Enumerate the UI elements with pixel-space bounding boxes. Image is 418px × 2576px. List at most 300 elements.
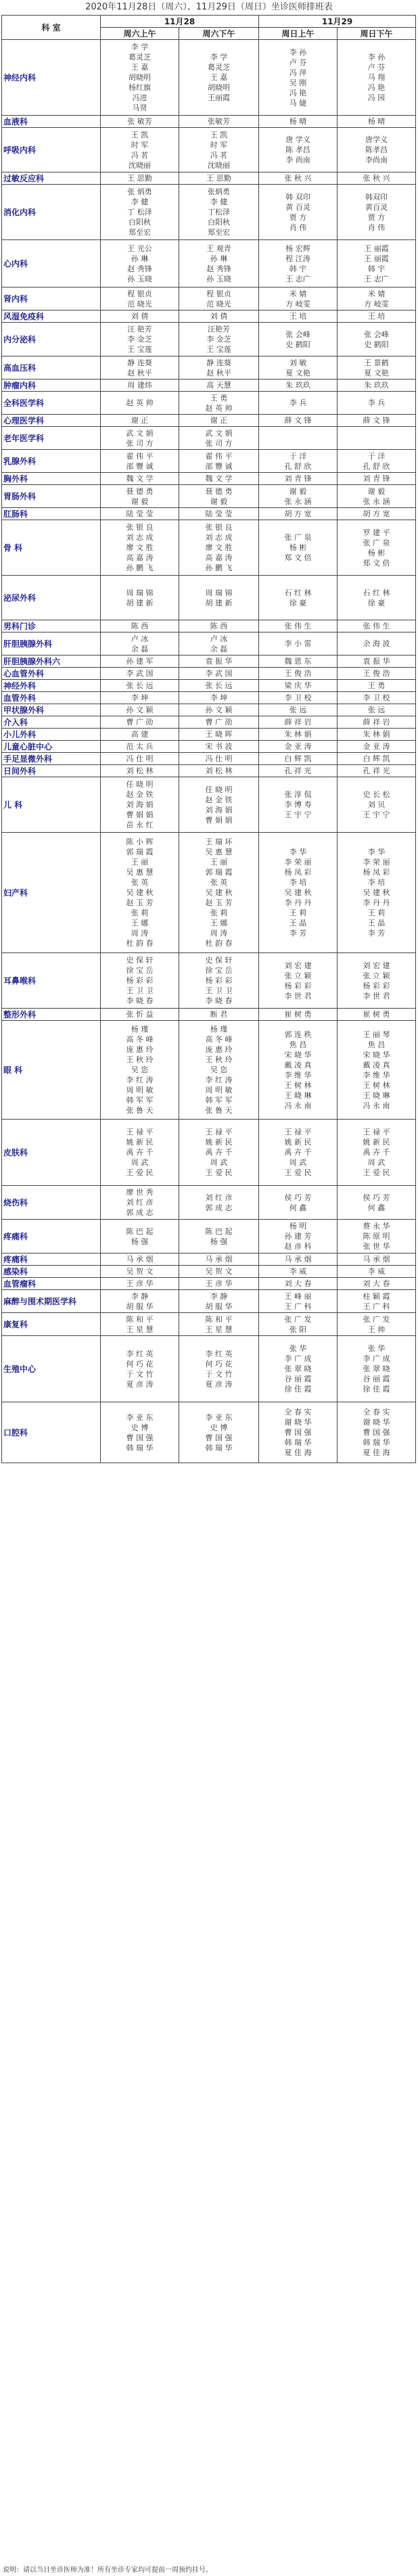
sun-pm-doctors: [338, 172, 416, 185]
doctor-name: 孙 琳: [210, 254, 228, 263]
doctor-name: 高 建: [131, 730, 149, 739]
doctor-name: 李 兵: [289, 398, 307, 407]
sun-pm-doctors: [338, 1290, 416, 1313]
doctor-name: 杨 彩 彩: [126, 976, 154, 985]
doctor-name: 刘 宏 建: [363, 961, 390, 970]
department-name: 肿瘤内科: [2, 380, 101, 392]
doctor-name: 李 博 寿: [284, 800, 312, 809]
doctor-name: 李 静: [210, 1291, 228, 1301]
doctor-name: 全 春 实: [284, 1408, 312, 1417]
doctor-name: 史 鹤阳: [285, 340, 310, 349]
doctor-name: 郑至宏: [129, 228, 151, 237]
sat-am-doctors: [101, 833, 179, 953]
doctor-name: 王 禄 平: [205, 1128, 233, 1136]
doctor-name: 王 秋 玲: [205, 1055, 233, 1064]
doctor-name: 赵 玉 芳: [126, 898, 154, 907]
schedule-row: [2, 680, 416, 692]
doctor-name: 张 鲁 天: [126, 1106, 154, 1115]
doctor-name: 姚 新 民: [363, 1138, 390, 1147]
doctor-name: 王 景鹤: [364, 358, 389, 367]
sat-am-doctors: [101, 1290, 179, 1313]
doctor-name: 廖 文 胜: [126, 543, 154, 552]
doctor-name: 王 宇 宁: [363, 810, 390, 819]
department-name: 麻醉与围术期医学科: [2, 1290, 101, 1313]
schedule-row: [2, 741, 416, 753]
sat-am-header: 周六上午: [101, 28, 179, 40]
doctor-name: 徐 豪: [367, 598, 386, 607]
doctor-name: 王 彦 华: [205, 1279, 233, 1288]
doctor-name: 武 文 娟: [205, 428, 233, 438]
doctor-name: 张 伟 生: [363, 622, 390, 630]
doctor-name: 杨 瑾: [210, 1025, 228, 1034]
department-name: 胸外科: [2, 473, 101, 485]
doctor-name: 李 孙: [367, 53, 386, 62]
doctor-name: 冯 永 南: [284, 1101, 312, 1110]
sat-am-doctors: [101, 450, 179, 473]
schedule-row: [2, 1120, 416, 1186]
doctor-name: 张 永 涵: [363, 497, 390, 506]
doctor-name: 陈 和 平: [205, 1314, 233, 1324]
doctor-name: 李 亚 东: [205, 1412, 233, 1422]
doctor-name: 王 峰 丽: [284, 1291, 312, 1301]
doctor-name: 谢 正: [210, 416, 228, 425]
doctor-name: 杨 凤 彩: [284, 868, 312, 877]
doctor-name: 卢 冰: [131, 634, 149, 643]
doctor-name: 王 树 林: [284, 1080, 312, 1090]
doctor-name: 赵 秋平: [127, 368, 152, 377]
doctor-name: 王 瑞 环: [205, 837, 233, 846]
doctor-name: 赵 金 铁: [126, 790, 154, 799]
schedule-row: [2, 128, 416, 172]
doctor-name: 冯 艳: [289, 88, 307, 97]
doctor-name: 薛 祥 岩: [363, 718, 390, 727]
sun-am-doctors: [259, 450, 338, 473]
doctor-name: 刘 贝: [367, 800, 386, 809]
doctor-name: 夏 佳 海: [363, 1448, 390, 1457]
doctor-name: 侯 巧 芳: [284, 1193, 312, 1202]
sat-am-doctors: [101, 765, 179, 777]
doctor-name: 谷 丽 霞: [284, 1375, 312, 1383]
department-name: 血管瘤科: [2, 1278, 101, 1290]
doctor-name: 王 帅: [367, 1325, 386, 1334]
doctor-name: 武 文 娟: [126, 428, 154, 438]
department-name: 内分泌科: [2, 323, 101, 356]
doctor-name: 刘 宏 建: [284, 961, 312, 970]
doctor-name: 白阳秋: [208, 218, 231, 227]
department-name: 生殖中心: [2, 1336, 101, 1402]
sun-am-doctors: [259, 1290, 338, 1313]
department-name: 耳鼻喉科: [2, 953, 101, 1009]
doctor-name: 张 莉: [131, 908, 149, 917]
schedule-row: [2, 40, 416, 116]
doctor-name: 周 武: [210, 1158, 228, 1167]
doctor-name: 杨红旗: [129, 83, 151, 92]
doctor-name: 胡 服 华: [205, 1302, 233, 1311]
doctor-name: 米 婧: [289, 289, 307, 298]
doctor-name: 刘 志 成: [126, 533, 154, 542]
sat-pm-doctors: [179, 172, 259, 185]
sun-am-doctors: [259, 415, 338, 427]
schedule-row: [2, 777, 416, 833]
sun-am-doctors: [259, 392, 338, 415]
doctor-name: 韩 双印: [285, 192, 310, 202]
doctor-name: 徐 豪: [289, 598, 307, 607]
doctor-name: 廖 文 胜: [205, 543, 233, 552]
doctor-name: 姚 新 民: [205, 1138, 233, 1147]
doctor-name: 薛 文 锋: [363, 416, 390, 425]
doctor-name: 郭 连 秩: [284, 1030, 312, 1039]
sun-pm-doctors: [338, 415, 416, 427]
department-name: 呼吸内科: [2, 128, 101, 172]
sun-am-doctors: [259, 128, 338, 172]
department-name: 肝胆胰腺外科六: [2, 656, 101, 668]
doctor-name: 吴 惠 慧: [205, 848, 233, 856]
doctor-name: 谢 毅: [367, 486, 386, 496]
doctor-name: 王 禄 平: [284, 1128, 312, 1136]
doctor-name: 何 鑫: [367, 1203, 386, 1212]
doctor-name: 王 丽霞: [364, 244, 389, 253]
doctor-name: 袁 振 华: [363, 657, 390, 666]
schedule-row: [2, 704, 416, 716]
department-name: 眼 科: [2, 1021, 101, 1120]
sun-pm-doctors: [338, 1254, 416, 1266]
doctor-name: 时 军: [131, 140, 149, 150]
doctor-name: 魏 文 学: [126, 474, 154, 483]
sun-pm-doctors: [338, 1021, 416, 1120]
doctor-name: 王 志广: [364, 274, 389, 283]
schedule-row: [2, 427, 416, 450]
sun-pm-doctors: [338, 632, 416, 656]
doctor-name: 张 翠 晓: [363, 1364, 390, 1373]
doctor-name: 郭 瑞 霞: [205, 868, 233, 877]
doctor-name: 周 涛: [131, 929, 149, 938]
sat-pm-doctors: [179, 953, 259, 1009]
doctor-name: 陈 原 明: [363, 1232, 390, 1241]
doctor-name: 李 威: [289, 1267, 307, 1276]
department-name: 心理医学科: [2, 415, 101, 427]
doctor-name: 王 树 林: [363, 1080, 390, 1090]
dept-header: 科 室: [2, 16, 101, 40]
doctor-name: 刘 海 娟: [205, 805, 233, 814]
department-name: 儿童心脏中心: [2, 741, 101, 753]
doctor-name: 赵 英 帅: [126, 398, 154, 407]
doctor-name: 冯 永 南: [363, 1101, 390, 1110]
doctor-name: 郭 瑞 霞: [126, 848, 154, 856]
doctor-name: 焦 昌: [289, 1040, 307, 1049]
sat-am-doctors: [101, 473, 179, 485]
sun-am-doctors: [259, 833, 338, 953]
schedule-row: [2, 240, 416, 288]
sun-pm-doctors: [338, 240, 416, 288]
sun-am-doctors: [259, 356, 338, 380]
sat-am-doctors: [101, 427, 179, 450]
doctor-name: 张 华: [367, 1344, 386, 1353]
doctor-name: 陈孝昌: [365, 145, 388, 154]
doctor-name: 卢 芬: [289, 58, 307, 67]
sun-am-doctors: [259, 716, 338, 729]
doctor-name: 张 司 方: [205, 438, 233, 448]
sun-am-doctors: [259, 508, 338, 520]
doctor-name: 孔 舒 欣: [363, 461, 390, 471]
doctor-name: 王 嘉: [131, 63, 149, 72]
sat-pm-doctors: [179, 40, 259, 116]
sat-pm-doctors: [179, 473, 259, 485]
sun-am-doctors: [259, 656, 338, 668]
sun-am-doctors: [259, 765, 338, 777]
sat-am-doctors: [101, 1313, 179, 1336]
doctor-name: 杜 韵 春: [205, 939, 233, 948]
schedule-row: [2, 288, 416, 310]
doctor-name: 孙 建 军: [126, 657, 154, 666]
doctor-name: 王 俊 浩: [284, 669, 312, 678]
doctor-name: 马 承 烟: [126, 1255, 154, 1264]
sat-pm-doctors: [179, 1120, 259, 1186]
page-title: 2020年11月28日（周六）、11月29日（周日）坐诊医师排班表: [85, 2, 333, 12]
doctor-name: 李 世 君: [284, 991, 312, 1001]
doctor-name: 于 洋: [289, 451, 307, 461]
doctor-name: 翟 伟 平: [205, 451, 233, 461]
doctor-name: 郑 文 倍: [363, 558, 390, 568]
doctor-name: 范 太 兵: [126, 742, 154, 751]
sat-pm-header: 周六下午: [179, 28, 259, 40]
doctor-name: 任 晓 明: [205, 785, 233, 794]
doctor-name: 李 维 华: [363, 1070, 390, 1080]
doctor-name: 李 学: [210, 53, 228, 62]
sun-am-doctors: [259, 729, 338, 741]
schedule-row: [2, 450, 416, 473]
sat-am-doctors: [101, 692, 179, 704]
department-name: 神经内科: [2, 40, 101, 116]
sat-pm-doctors: [179, 1266, 259, 1278]
doctor-name: 李 华: [289, 848, 307, 856]
sun-pm-doctors: [338, 680, 416, 692]
sun-am-doctors: [259, 427, 338, 450]
sun-pm-doctors: [338, 729, 416, 741]
doctor-name: 徐 宝 岳: [205, 966, 233, 975]
schedule-row: [2, 1186, 416, 1220]
department-name: 神经外科: [2, 680, 101, 692]
doctor-name: 孔 舒 欣: [284, 461, 312, 471]
doctor-name: 陈 西: [210, 622, 228, 630]
doctor-name: 谢 晓 华: [363, 1418, 390, 1427]
schedule-row: [2, 1009, 416, 1021]
sun-am-doctors: [259, 380, 338, 392]
doctor-name: 张 华: [289, 1344, 307, 1353]
sun-pm-doctors: [338, 716, 416, 729]
sat-am-doctors: [101, 116, 179, 128]
doctor-name: 马贤: [132, 104, 147, 112]
doctor-name: 曹 国 强: [284, 1428, 312, 1437]
sat-pm-doctors: [179, 128, 259, 172]
sat-pm-doctors: [179, 1290, 259, 1313]
doctor-name: 王 思勤: [206, 174, 231, 183]
schedule-row: [2, 1336, 416, 1402]
doctor-name: 黄 百灵: [285, 202, 310, 212]
sat-pm-doctors: [179, 680, 259, 692]
sun-pm-doctors: [338, 1402, 416, 1463]
doctor-name: 杨 彩 彩: [205, 976, 233, 985]
schedule-row: [2, 656, 416, 668]
doctor-name: 马 承 烟: [363, 1255, 390, 1264]
sun-pm-doctors: [338, 1266, 416, 1278]
doctor-name: 张 远: [289, 706, 307, 714]
sat-pm-doctors: [179, 1220, 259, 1254]
doctor-name: 吴 建 秋: [205, 888, 233, 897]
schedule-row: [2, 833, 416, 953]
department-name: 疼痛科: [2, 1220, 101, 1254]
doctor-name: 张 永 涵: [284, 497, 312, 506]
doctor-name: 吴 惠 慧: [126, 868, 154, 877]
doctor-name: 王 勇: [210, 393, 228, 402]
department-name: 甲状腺外科: [2, 704, 101, 716]
doctor-name: 张 广 发: [284, 1314, 312, 1324]
doctor-name: 杨 凤 彩: [363, 868, 390, 877]
sat-pm-doctors: [179, 753, 259, 765]
doctor-name: 苗 永 红: [126, 821, 154, 829]
doctor-name: 李 学: [131, 43, 149, 51]
doctor-name: 胡晓明: [208, 83, 231, 92]
schedule-row: [2, 1254, 416, 1266]
department-name: 肾内科: [2, 288, 101, 310]
doctor-name: 张 敏芳: [127, 117, 152, 126]
doctor-name: 王 爱 民: [126, 1168, 154, 1177]
schedule-row: [2, 729, 416, 741]
department-name: 手足显微外科: [2, 753, 101, 765]
doctor-name: 石 红 林: [363, 588, 390, 597]
sat-pm-doctors: [179, 356, 259, 380]
doctor-name: 李 孙: [289, 47, 307, 57]
doctor-name: 王 彦 华: [126, 1279, 154, 1288]
sat-pm-doctors: [179, 1336, 259, 1402]
doctor-name: 金 亚 涛: [284, 742, 312, 751]
sun-am-doctors: [259, 323, 338, 356]
doctor-name: 史 鹤阳: [364, 340, 389, 349]
schedule-row: [2, 1313, 416, 1336]
sat-pm-doctors: [179, 1402, 259, 1463]
doctor-name: 赵 金 铁: [205, 795, 233, 804]
doctor-name: 王 莉: [367, 908, 386, 917]
department-name: 整形外科: [2, 1009, 101, 1021]
doctor-name: 王 丽霞: [364, 254, 389, 263]
doctor-name: 孔 祥 光: [363, 766, 390, 775]
doctor-name: 何 巧 花: [205, 1359, 233, 1368]
sat-am-doctors: [101, 310, 179, 323]
doctor-name: 张 莉: [210, 908, 228, 917]
doctor-name: 卢 冰: [210, 634, 228, 643]
doctor-name: 夏 佳 海: [284, 1448, 312, 1457]
department-name: 儿 科: [2, 777, 101, 833]
doctor-name: 吴 刚: [289, 78, 307, 87]
sun-am-doctors: [259, 1021, 338, 1120]
sun-pm-doctors: [338, 450, 416, 473]
doctor-name: 郭 成 志: [205, 1203, 233, 1212]
sat-am-doctors: [101, 1220, 179, 1254]
schedule-row: [2, 508, 416, 520]
doctor-name: 李 静: [131, 1291, 149, 1301]
doctor-name: 冯 茗: [210, 150, 228, 160]
doctor-name: 张 长 远: [126, 681, 154, 690]
sat-am-doctors: [101, 508, 179, 520]
doctor-name: 张 广 发: [363, 1314, 390, 1324]
doctor-name: 李 荣 丽: [284, 858, 312, 867]
schedule-row: [2, 1278, 416, 1290]
doctor-name: 王 广 科: [363, 1302, 390, 1311]
sun-am-doctors: [259, 576, 338, 620]
doctor-name: 陈 孝昌: [285, 145, 310, 154]
schedule-row: [2, 415, 416, 427]
doctor-name: 张 会峰: [285, 329, 310, 339]
sun-pm-doctors: [338, 753, 416, 765]
doctor-name: 孙 琳: [131, 254, 149, 263]
doctor-name: 王 培: [367, 312, 386, 321]
schedule-row: [2, 185, 416, 240]
sun-am-doctors: [259, 40, 338, 116]
department-name: 男科门诊: [2, 620, 101, 632]
sat-am-doctors: [101, 1009, 179, 1021]
sun-pm-doctors: [338, 185, 416, 240]
sun-am-doctors: [259, 753, 338, 765]
doctor-name: 翟 伟 平: [126, 451, 154, 461]
sun-am-doctors: [259, 680, 338, 692]
sat-pm-doctors: [179, 741, 259, 753]
sun-pm-doctors: [338, 576, 416, 620]
sat-pm-doctors: [179, 415, 259, 427]
doctor-name: 周 建炜: [127, 381, 152, 390]
schedule-row: [2, 1266, 416, 1278]
sat-pm-doctors: [179, 692, 259, 704]
doctor-name: 冯 艳: [367, 83, 386, 92]
doctor-name: 庞 惠 玲: [126, 1045, 154, 1054]
sun-pm-doctors: [338, 741, 416, 753]
sat-pm-doctors: [179, 668, 259, 680]
schedule-row: [2, 692, 416, 704]
sat-pm-doctors: [179, 765, 259, 777]
sat-pm-doctors: [179, 392, 259, 415]
doctor-name: 邵 豐 诚: [205, 461, 233, 471]
schedule-row: [2, 323, 416, 356]
sun-am-doctors: [259, 1313, 338, 1336]
sat-am-doctors: [101, 485, 179, 508]
doctor-name: 曹 娟 娟: [205, 815, 233, 825]
footnote: 说明：请以当日坐诊医师为准！所有坐诊专家均可提前一周预约挂号。: [3, 2567, 212, 2574]
doctor-name: 孙 文 颖: [205, 706, 233, 714]
doctor-name: 张 立 颖: [284, 971, 312, 980]
doctor-name: 王 禄 平: [126, 1128, 154, 1136]
doctor-name: 杨 晴: [367, 117, 386, 126]
doctor-name: 谢 正: [131, 416, 149, 425]
doctor-name: 周 武: [367, 1158, 386, 1167]
doctor-name: 周 瑞 锦: [205, 588, 233, 597]
sun-am-doctors: [259, 240, 338, 288]
department-name: 日间外科: [2, 765, 101, 777]
doctor-name: 程 江涛: [285, 254, 310, 263]
doctor-name: 禹 卉 千: [205, 1148, 233, 1157]
sat-am-doctors: [101, 704, 179, 716]
sun-am-doctors: [259, 1336, 338, 1402]
doctor-name: 王 嘉: [210, 73, 228, 82]
doctor-name: 刘 红 彦: [205, 1193, 233, 1202]
doctor-name: 周 武: [289, 1158, 307, 1167]
doctor-name: 冯 萍: [289, 68, 307, 77]
department-name: 肝胆胰腺外科: [2, 632, 101, 656]
doctor-name: 吴 建 秋: [126, 888, 154, 897]
doctor-name: 周 明 敏: [205, 1086, 233, 1095]
department-name: 心血管外科: [2, 668, 101, 680]
doctor-name: 张 远: [367, 706, 386, 714]
doctor-name: 王 俊 浩: [363, 669, 390, 678]
doctor-name: 赵 秀锋: [127, 264, 152, 273]
doctor-name: 方 岐雯: [285, 299, 310, 308]
